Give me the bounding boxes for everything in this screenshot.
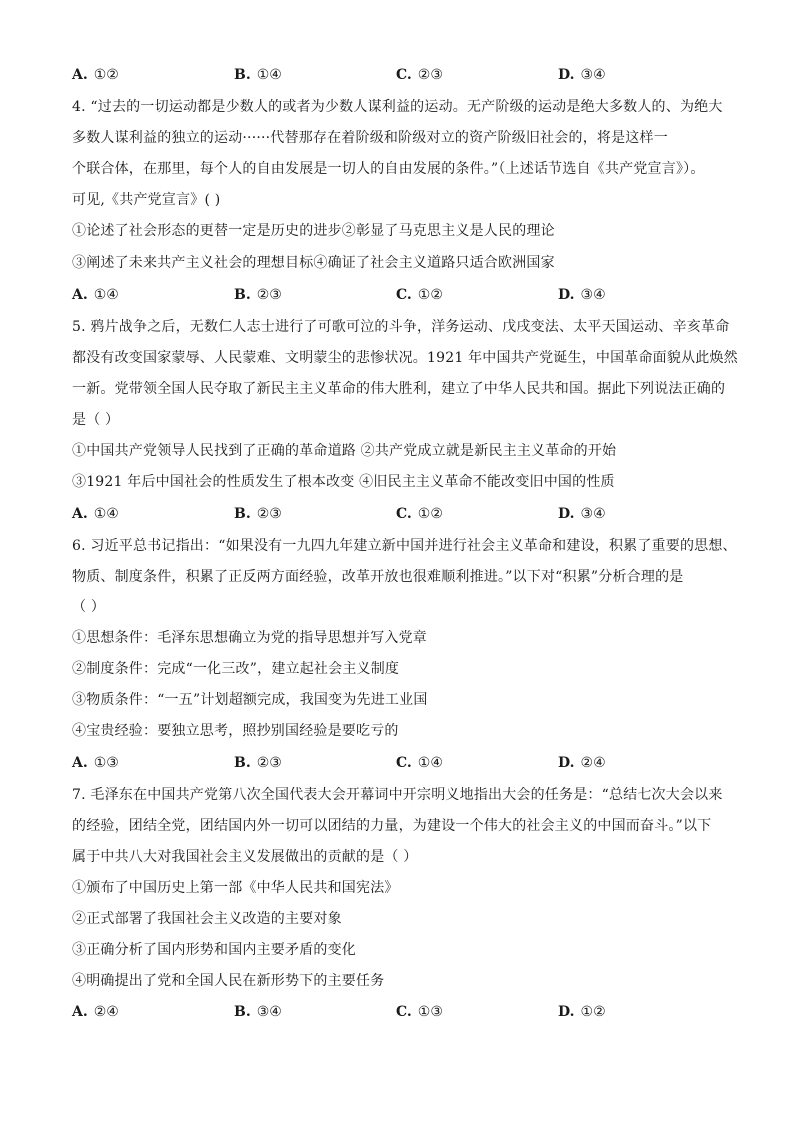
q6-stem-line: 6. 习近平总书记指出：“如果没有一九四九年建立新中国并进行社会主义革命和建设，积累了重要的思想、 (72, 538, 737, 554)
q5-stem-line: 都没有改变国家蒙辱、人民蒙难、文明蒙尘的悲惨状况。1921 年中国共产党诞生，中国革命面貌从此焕然 (72, 350, 738, 366)
option-c: C. ①④ (396, 755, 443, 771)
option-a: A. ①③ (72, 755, 119, 771)
q5-stem-line: 一新。党带领全国人民夺取了新民主主义革命的伟大胜利，建立了中华人民共和国。据此下列说法正确的 (72, 381, 726, 397)
option-c: C. ①② (396, 506, 443, 522)
q4-statement: ①论述了社会形态的更替一定是历史的进步②彰显了马克思主义是人民的理论 (72, 223, 555, 239)
q7-statement: ①颁布了中国历史上第一部《中华人民共和国宪法》 (72, 880, 399, 896)
option-c: C. ①② (396, 287, 443, 303)
q4-statement: ③阐述了未来共产主义社会的理想目标④确证了社会主义道路只适合欧洲国家 (72, 255, 555, 271)
option-b: B. ②③ (234, 506, 282, 522)
option-a: A. ①④ (72, 287, 119, 303)
option-b: B. ①④ (234, 67, 282, 83)
option-a: A. ②④ (72, 1004, 119, 1020)
option-d: D. ③④ (558, 506, 606, 522)
q7-statement: ④明确提出了党和全国人民在新形势下的主要任务 (72, 973, 385, 989)
q6-statement: ③物质条件：“一五”计划超额完成，我国变为先进工业国 (72, 692, 428, 708)
q7-stem-line: 7. 毛泽东在中国共产党第八次全国代表大会开幕词中开宗明义地指出大会的任务是：“总结七次大会以来 (72, 787, 723, 803)
q5-stem-line: 5. 鸦片战争之后，无数仁人志士进行了可歌可泣的斗争，洋务运动、戊戌变法、太平天国运动、辛亥革命 (72, 319, 730, 335)
q3-options (72, 66, 732, 84)
q4-options (72, 286, 732, 304)
q4-stem-line: 个联合体，在那里，每个人的自由发展是一切人的自由发展的条件。”（上述话节选自《共产党宣言》）。 (72, 161, 705, 177)
option-d: D. ①② (558, 1004, 606, 1020)
q4-stem-line: 可见,《共产党宣言》( ) (72, 192, 221, 208)
q5-statement: ①中国共产党领导人民找到了正确的革命道路 ②共产党成立就是新民主主义革命的开始 (72, 443, 617, 459)
q6-statement: ①思想条件：毛泽东思想确立为党的指导思想并写入党章 (72, 630, 427, 646)
q6-options (72, 754, 732, 772)
q7-options (72, 1003, 732, 1021)
q4-stem-line: 多数人谋利益的独立的运动······代替那存在着阶级和阶级对立的资产阶级旧社会的，将是这样一 (72, 130, 668, 146)
option-a: A. ①④ (72, 506, 119, 522)
q6-stem-line: 物质、制度条件，积累了正反两方面经验，改革开放也很难顺利推进。”以下对“积累”分析合理的是 (72, 569, 684, 585)
option-a: A. ①② (72, 67, 119, 83)
q5-options (72, 505, 732, 523)
option-b: B. ③④ (234, 1004, 282, 1020)
option-d: D. ②④ (558, 755, 606, 771)
q7-stem-line: 的经验，团结全党，团结国内外一切可以团结的力量，为建设一个伟大的社会主义的中国而奋斗。”以下 (72, 818, 712, 834)
option-d: D. ③④ (558, 67, 606, 83)
option-c: C. ①③ (396, 1004, 443, 1020)
q6-statement: ②制度条件：完成“一化三改”，建立起社会主义制度 (72, 661, 400, 677)
option-d: D. ③④ (558, 287, 606, 303)
q7-stem-line: 属于中共八大对我国社会主义发展做出的贡献的是（ ） (72, 849, 418, 865)
q4-stem-line: 4. “过去的一切运动都是少数人的或者为少数人谋利益的运动。无产阶级的运动是绝大多数人的、为绝大 (72, 99, 723, 115)
q5-statement: ③1921 年后中国社会的性质发生了根本改变 ④旧民主主义革命不能改变旧中国的性质 (72, 474, 615, 490)
q6-statement: ④宝贵经验：要独立思考，照抄别国经验是要吃亏的 (72, 723, 399, 739)
q6-stem-line: （ ） (72, 599, 106, 615)
q7-statement: ③正确分析了国内形势和国内主要矛盾的变化 (72, 942, 356, 958)
q5-stem-line: 是（ ） (72, 412, 120, 428)
q7-statement: ②正式部署了我国社会主义改造的主要对象 (72, 911, 342, 927)
option-c: C. ②③ (396, 67, 443, 83)
option-b: B. ②③ (234, 755, 282, 771)
option-b: B. ②③ (234, 287, 282, 303)
